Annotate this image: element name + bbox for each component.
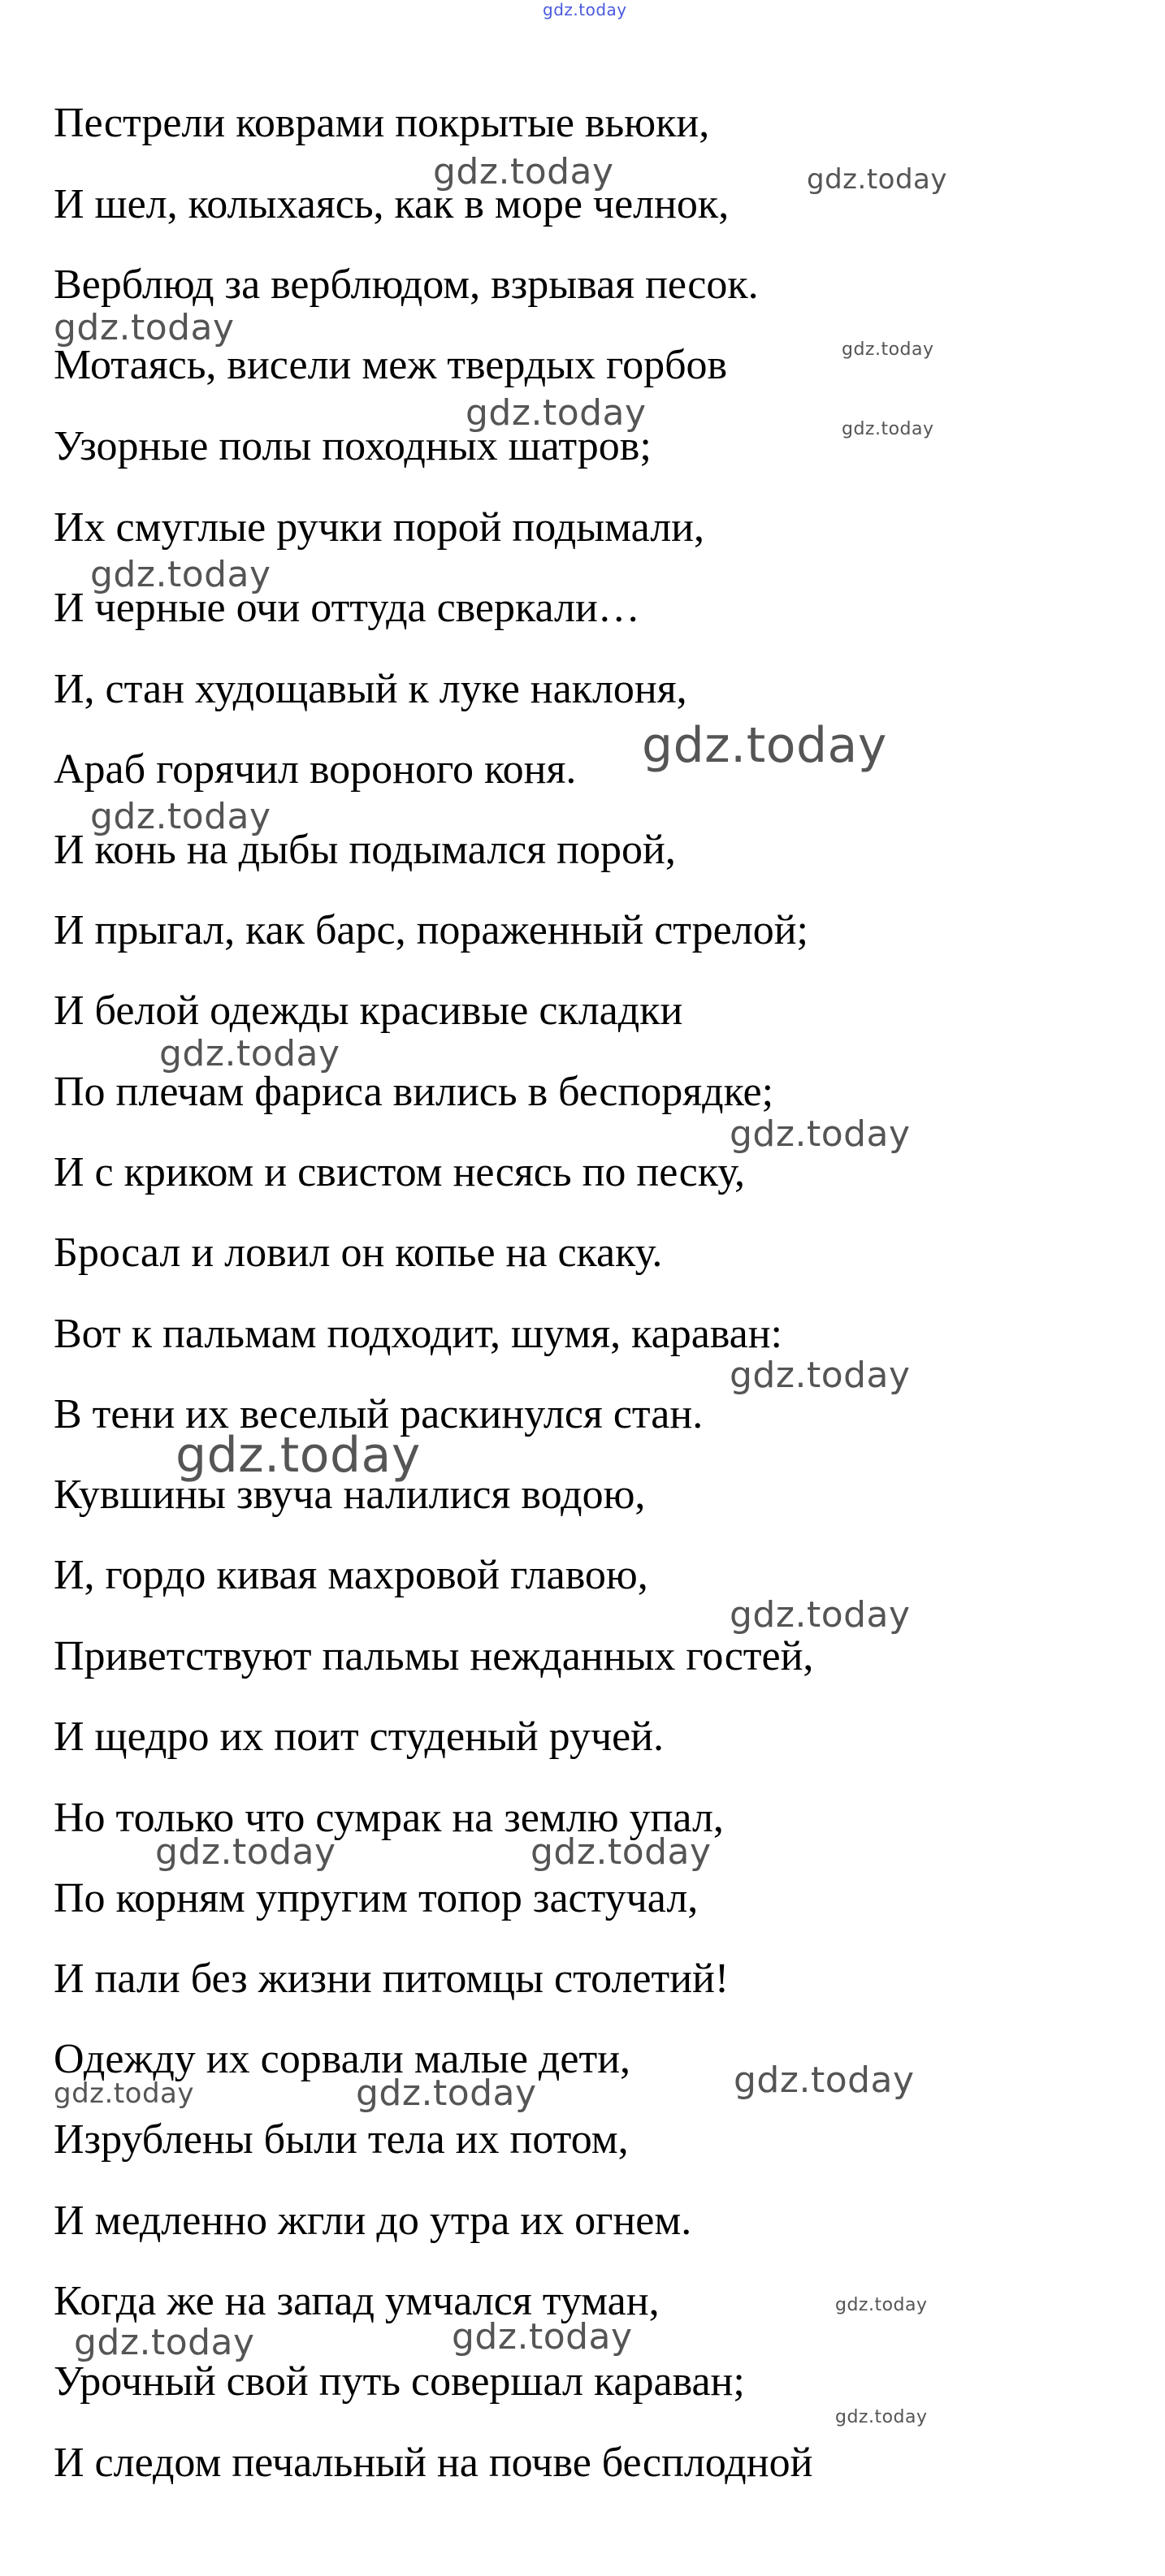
poem-line: И конь на дыбы подымался порой, [54,827,676,873]
watermark: gdz.today [730,1355,911,1396]
poem-line: Мотаясь, висели меж твердых горбов [54,342,728,388]
watermark: gdz.today [531,1831,712,1873]
watermark: gdz.today [54,307,235,348]
poem-line: Бросал и ловил он копье на скаку. [54,1230,663,1276]
poem-line: По корням упругим топор застучал, [54,1875,699,1921]
poem-line: И черные очи оттуда сверкали… [54,585,640,631]
watermark: gdz.today [356,2072,537,2114]
watermark: gdz.today [433,151,614,192]
watermark: gdz.today [175,1427,421,1484]
watermark: gdz.today [452,2316,633,2358]
poem-line: В тени их веселый раскинулся стан. [54,1391,704,1437]
poem-line: Приветствуют пальмы нежданных гостей, [54,1633,814,1679]
watermark: gdz.today [159,1033,340,1074]
watermark: gdz.today [90,554,271,595]
watermark: gdz.today [543,0,627,19]
poem-line: Их смуглые ручки порой подымали, [54,504,704,551]
poem-line: Урочный свой путь совершал караван; [54,2358,745,2405]
poem-line: И пали без жизни питомцы столетий! [54,1956,730,2002]
poem-line: И щедро их поит студеный ручей. [54,1714,665,1760]
poem-line: И с криком и свистом несясь по песку, [54,1149,746,1195]
poem-line: Когда же на запад умчался туман, [54,2278,660,2324]
watermark: gdz.today [730,1113,911,1155]
poem-line: И шел, колыхаясь, как в море челнок, [54,181,730,227]
watermark: gdz.today [466,392,647,434]
watermark: gdz.today [835,2407,928,2427]
watermark: gdz.today [734,2060,915,2101]
watermark: gdz.today [835,2295,928,2315]
watermark: gdz.today [842,339,934,360]
watermark: gdz.today [642,717,887,774]
watermark: gdz.today [807,163,947,196]
poem-line: Изрублены были тела их потом, [54,2116,629,2163]
watermark: gdz.today [54,2077,194,2110]
watermark: gdz.today [74,2322,255,2363]
watermark: gdz.today [730,1594,911,1636]
poem-line: По плечам фариса вились в беспорядке; [54,1069,774,1115]
poem-line: Араб горячил вороного коня. [54,746,577,793]
watermark: gdz.today [155,1831,336,1873]
poem-line: Верблюд за верблюдом, взрывая песок. [54,261,759,308]
poem-line: Узорные полы походных шатров; [54,423,652,469]
poem-line: И прыгал, как барс, пораженный стрелой; [54,907,808,953]
poem-line: И медленно жгли до утра их огнем. [54,2198,692,2244]
poem-line: Но только что сумрак на землю упал, [54,1795,724,1841]
poem-line: И, гордо кивая махровой главою, [54,1552,648,1598]
poem-line: И белой одежды красивые складки [54,988,683,1034]
poem-line: Пестрели коврами покрытые вьюки, [54,100,710,146]
watermark: gdz.today [842,419,934,439]
poem-line: Вот к пальмам подходит, шумя, караван: [54,1311,782,1357]
poem-line: И, стан худощавый к луке наклоня, [54,666,687,712]
poem-line: Кувшины звуча налилися водою, [54,1472,646,1518]
watermark: gdz.today [90,796,271,837]
poem-line: И следом печальный на почве бесплодной [54,2440,813,2486]
poem-line: Одежду их сорвали малые дети, [54,2036,631,2082]
